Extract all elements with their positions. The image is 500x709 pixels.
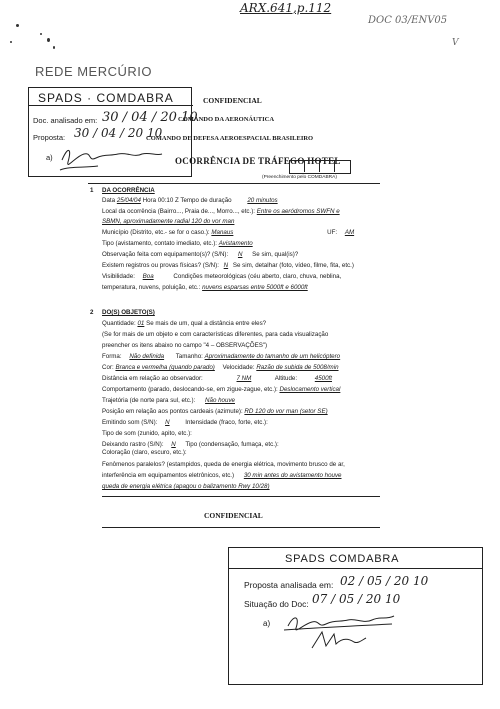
field-trajetoria	[102, 397, 235, 404]
distancia-value: 7 NM	[236, 375, 252, 382]
section2-number: 2	[90, 309, 94, 316]
field-distancia	[102, 375, 332, 382]
form-title: OCORRÊNCIA DE TRÁFEGO HOTEL	[175, 156, 341, 166]
visibilidade-value: Boa	[142, 273, 154, 280]
stamp-signature-prefix: a)	[263, 619, 271, 628]
field-forma	[102, 353, 340, 360]
municipio-value: Manaus	[211, 229, 234, 236]
field-tipo	[102, 240, 253, 247]
intensidade-label: Intensidade (fraco, forte, etc.):	[185, 419, 268, 426]
registros-value: N	[223, 262, 229, 269]
altitude-value: 4500ft	[314, 375, 332, 382]
registros-label: Existem registros ou provas físicas? (S/N):	[102, 262, 219, 269]
confidential-header: CONFIDENCIAL	[203, 96, 262, 105]
tipo-label: Tipo (avistamento, contato imediato, etc.):	[102, 240, 217, 247]
stamp-box-divider	[304, 160, 305, 172]
note-line-2: preencher os itens abaixo no campo "4 – OBSERVAÇÕES")	[102, 342, 268, 349]
stamp-title-rule	[229, 568, 482, 569]
proposal-date: 30 / 04 / 20 10	[74, 126, 163, 140]
stamp-box-divider	[334, 160, 335, 172]
velocidade-value: Razão de subida de 5008/min	[256, 364, 339, 371]
stamp-caption: (Preenchimento pelo COMDABRA)	[262, 175, 337, 180]
stamp-status-label: Situação do Doc:	[244, 599, 309, 609]
rastro-tipo-label: Tipo (condensação, fumaça, etc.):	[185, 441, 279, 448]
footer-rule	[102, 527, 380, 528]
registros-detail: Se sim, detalhar (foto, vídeo, filme, fita, etc.)	[232, 262, 354, 269]
field-som	[102, 419, 268, 426]
fenomenos-value: 30 min antes do avistamento houve	[243, 472, 342, 479]
field-municipio	[102, 229, 354, 236]
scan-speck	[53, 46, 55, 49]
rastro-label: Deixando rastro (S/N):	[102, 441, 164, 448]
field-observacao	[102, 251, 298, 258]
cor-label: Cor:	[102, 364, 114, 371]
document-reference: DOC 03/ENV05	[368, 15, 448, 26]
local-label: Local da ocorrência (Bairro..., Praia de..., Morro..., etc.):	[102, 208, 256, 215]
scan-speck	[40, 33, 42, 35]
distancia-label: Distância em relação ao observador:	[102, 375, 203, 382]
stamp-proposal-label: Proposta analisada em:	[244, 580, 334, 590]
duration-value: 20 minutos	[247, 197, 278, 204]
field-coloracao: Coloração (claro, escuro, etc.):	[102, 449, 187, 456]
scan-speck	[10, 41, 12, 43]
posicao-value: RD 120 do vor man (setor SE)	[244, 408, 328, 415]
condicoes-label: Condições meteorológicas (céu aberto, claro, chuva, neblina,	[173, 273, 342, 280]
stamp-title: SPADS COMDABRA	[285, 553, 400, 565]
proposal-label: Proposta:	[33, 133, 66, 142]
visibilidade-label: Visibilidade:	[102, 273, 135, 280]
tipo-value: Avistamento	[218, 240, 253, 247]
field-data	[102, 197, 278, 204]
confidential-footer: CONFIDENCIAL	[204, 511, 263, 520]
section1-title: DA OCORRÊNCIA	[102, 187, 155, 194]
doc-analyzed-date: 30 / 04 / 20 10	[102, 110, 198, 125]
municipio-label: Município (Distrito, etc.- se for o caso.):	[102, 229, 210, 236]
field-rastro	[102, 441, 279, 448]
som-value: N	[165, 419, 170, 426]
section2-end-rule	[102, 496, 380, 497]
velocidade-label: Velocidade:	[222, 364, 255, 371]
som-label: Emitindo som (S/N):	[102, 419, 158, 426]
archive-note: ARX.641,p.112	[240, 1, 332, 15]
tamanho-label: Tamanho:	[175, 353, 203, 360]
section1-number: 1	[90, 187, 94, 194]
fenomenos-line-1: Fenômenos paralelos? (estampidos, queda de energia elétrica, movimento brusco de ar,	[102, 461, 345, 468]
local-value: Entre os aeródromos SWFN e	[256, 208, 340, 215]
forma-value: Não definida	[129, 353, 165, 360]
section2-title: DO(S) OBJETO(S)	[102, 309, 155, 316]
signature-prefix: a)	[46, 153, 53, 162]
field-quantidade	[102, 320, 266, 327]
observacao-label: Observação feita com equipamento(s)? (S/N):	[102, 251, 229, 258]
brand-title: REDE MERCÚRIO	[35, 64, 153, 79]
field-visibilidade	[102, 273, 341, 280]
data-value: 25/04/04	[116, 197, 141, 204]
scan-speck	[47, 38, 50, 42]
field-cor	[102, 364, 339, 371]
field-local	[102, 208, 340, 215]
field-tipo-som: Tipo de som (zunido, apito, etc.):	[102, 430, 192, 437]
stamp-status-date: 07 / 05 / 20 10	[312, 592, 401, 606]
trajetoria-label: Trajetória (de norte para sul, etc.):	[102, 397, 196, 404]
check-mark: V	[452, 38, 459, 48]
header-signature	[58, 140, 168, 174]
field-posicao	[102, 408, 328, 415]
header-divider	[28, 105, 193, 106]
note-line-1: (Se for mais de um objeto e com características diferentes, para cada visualização	[102, 331, 329, 338]
observacao-value: N	[237, 251, 243, 258]
stamp-signature	[282, 604, 402, 652]
org-comaer: COMANDO DA AERONÁUTICA	[178, 116, 275, 123]
fenomenos-line-2	[102, 472, 342, 479]
tamanho-value: Aproximadamente do tamanho de um helicóptero	[204, 353, 341, 360]
field-condicoes	[102, 284, 308, 291]
altitude-label: Altitude:	[274, 375, 298, 382]
local-value-continued: SBMN, aproximadamente radial 120 do vor man	[102, 218, 235, 225]
quantidade-value: 01	[137, 320, 145, 327]
forma-label: Forma:	[102, 353, 122, 360]
fenomenos-label: interferência em equipamentos eletrônicos, etc.)	[102, 472, 235, 479]
quantidade-question: Se mais de um, qual a distância entre eles?	[146, 320, 267, 327]
data-label: Data	[102, 197, 116, 204]
scan-speck	[16, 24, 19, 27]
cor-value: Branca e vermelha (quando parado)	[115, 364, 215, 371]
org-comdabra: COMANDO DE DEFESA AEROESPACIAL BRASILEIRO	[146, 135, 314, 142]
condicoes-value: nuvens esparsas entre 5000ft e 6000ft	[202, 284, 308, 291]
stamp-proposal-date: 02 / 05 / 20 10	[340, 574, 429, 588]
header-bottom-rule	[88, 183, 380, 184]
quantidade-label: Quantidade:	[102, 320, 136, 327]
hora-label: Hora 00:10 Z Tempo de duração	[142, 197, 232, 204]
field-registros	[102, 262, 354, 269]
observacao-question: Se sim, qual(is)?	[252, 251, 299, 258]
uf-label: UF:	[327, 229, 338, 236]
comportamento-label: Comportamento (parado, deslocando-se, em zigue-zague, etc.):	[102, 386, 278, 393]
field-comportamento	[102, 386, 340, 393]
fenomenos-value-continued: queda de energia elétrica (apagou o balizamento Rwy 10/28)	[102, 483, 270, 490]
stamp-box-divider	[319, 160, 320, 172]
stamp-boxes	[289, 160, 351, 174]
trajetoria-value: Não houve	[205, 397, 235, 404]
rastro-value: N	[171, 441, 176, 448]
doc-analyzed-label: Doc. analisado em:	[33, 116, 98, 125]
condicoes-label-cont: temperatura, nuvens, poluição, etc.:	[102, 284, 201, 291]
comportamento-value: Deslocamento vertical	[279, 386, 341, 393]
posicao-label: Posição em relação aos pontos cardeais (azimute):	[102, 408, 243, 415]
uf-value: AM	[344, 229, 355, 236]
spads-label: SPADS · COMDABRA	[38, 91, 174, 105]
